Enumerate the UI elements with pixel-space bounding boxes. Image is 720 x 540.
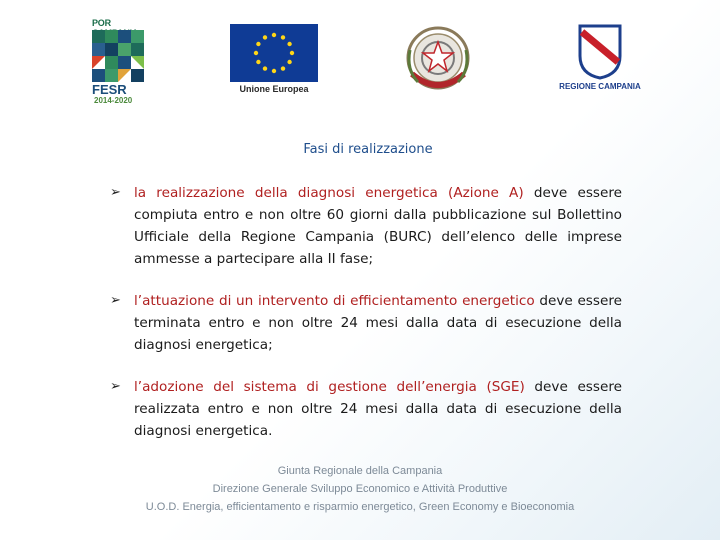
phase-text: deve essere realizzata entro e non oltre 24 mesi dalla data di esecuzione della diagnosi energetica.	[134, 379, 622, 439]
arrow-bullet-icon: ➢	[110, 379, 121, 394]
fesr-logo-years: 2014-2020	[94, 96, 133, 105]
por-campania-fesr-logo	[88, 16, 152, 106]
footer-line-direzione: Direzione Generale Sviluppo Economico e Attività Produttive	[212, 483, 508, 495]
italian-emblem-icon	[398, 20, 478, 100]
phase-item-sge	[110, 376, 622, 442]
phase-highlight: la realizzazione della diagnosi energetica (Azione A)	[134, 185, 524, 201]
regione-campania-logo	[552, 22, 648, 100]
eu-stars-icon	[230, 24, 318, 82]
fesr-logo-mosaic	[92, 30, 144, 82]
footer-line-giunta: Giunta Regionale della Campania	[277, 465, 443, 477]
eu-flag	[230, 24, 318, 82]
phases-list	[110, 182, 622, 462]
eu-caption: Unione Europea	[239, 84, 309, 94]
slide-title: Fasi di realizzazione	[303, 142, 433, 157]
footer-line-uod: U.O.D. Energia, efficientamento e risparmio energetico, Green Economy e Bioeconomia	[145, 501, 575, 513]
arrow-bullet-icon: ➢	[110, 293, 121, 308]
footer	[0, 462, 720, 516]
arrow-bullet-icon: ➢	[110, 185, 121, 200]
campania-shield-icon	[552, 22, 648, 80]
phase-item-intervento	[110, 290, 622, 356]
phase-text: deve essere terminata entro e non oltre 24 mesi dalla data di esecuzione della diagnosi energetica;	[134, 293, 622, 353]
phase-text: deve essere compiuta entro e non oltre 60 giorni dalla pubblicazione sul Bollettino Ufficiale della Regione Campania (BURC) dell’elenco delle imprese ammesse a partecipare alla II fase;	[134, 185, 623, 267]
eu-flag-logo	[228, 24, 320, 96]
fesr-logo-title: POR	[92, 18, 111, 28]
fesr-logo-label: FESR	[92, 82, 127, 97]
phase-highlight: l’adozione del sistema di gestione dell’energia (SGE)	[134, 379, 525, 395]
logo-bar	[0, 0, 720, 120]
italian-republic-emblem	[398, 20, 478, 100]
phase-item-diagnosi	[110, 182, 622, 270]
campania-caption: REGIONE CAMPANIA	[559, 82, 641, 91]
phase-highlight: l’attuazione di un intervento di efficientamento energetico	[134, 293, 535, 309]
